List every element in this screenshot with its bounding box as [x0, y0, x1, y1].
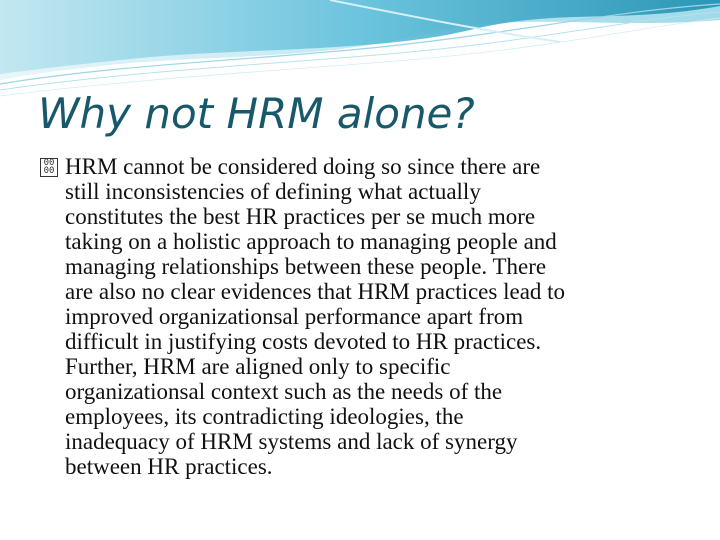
bullet-line: constitutes the best HR practices per se much more: [65, 204, 536, 229]
bullet-line: are also no clear evidences that HRM practices lead to: [65, 279, 566, 304]
bullet-line: difficult in justifying costs devoted to HR practices.: [65, 329, 542, 354]
bullet-line: taking on a holistic approach to managing people and: [65, 229, 557, 254]
missing-glyph-bullet-icon: 00 00: [40, 158, 58, 177]
bullet-line: inadequacy of HRM systems and lack of synergy: [65, 429, 518, 454]
bullet-paragraph: [40, 154, 690, 479]
bullet-item: [40, 154, 690, 479]
bullet-line: improved organizationsal performance apart from: [65, 304, 524, 329]
bullet-line: Further, HRM are aligned only to specific: [65, 354, 451, 379]
slide-title: Why not HRM alone?: [38, 89, 475, 138]
bullet-line: HRM cannot be considered doing so since there are: [65, 154, 541, 179]
bullet-line: organizationsal context such as the needs of the: [65, 379, 503, 404]
bullet-line: still inconsistencies of defining what actually: [65, 179, 481, 204]
bullet-line: employees, its contradicting ideologies, the: [65, 404, 464, 429]
bullet-line: between HR practices.: [65, 454, 273, 479]
bullet-line: managing relationships between these people. There: [65, 254, 547, 279]
